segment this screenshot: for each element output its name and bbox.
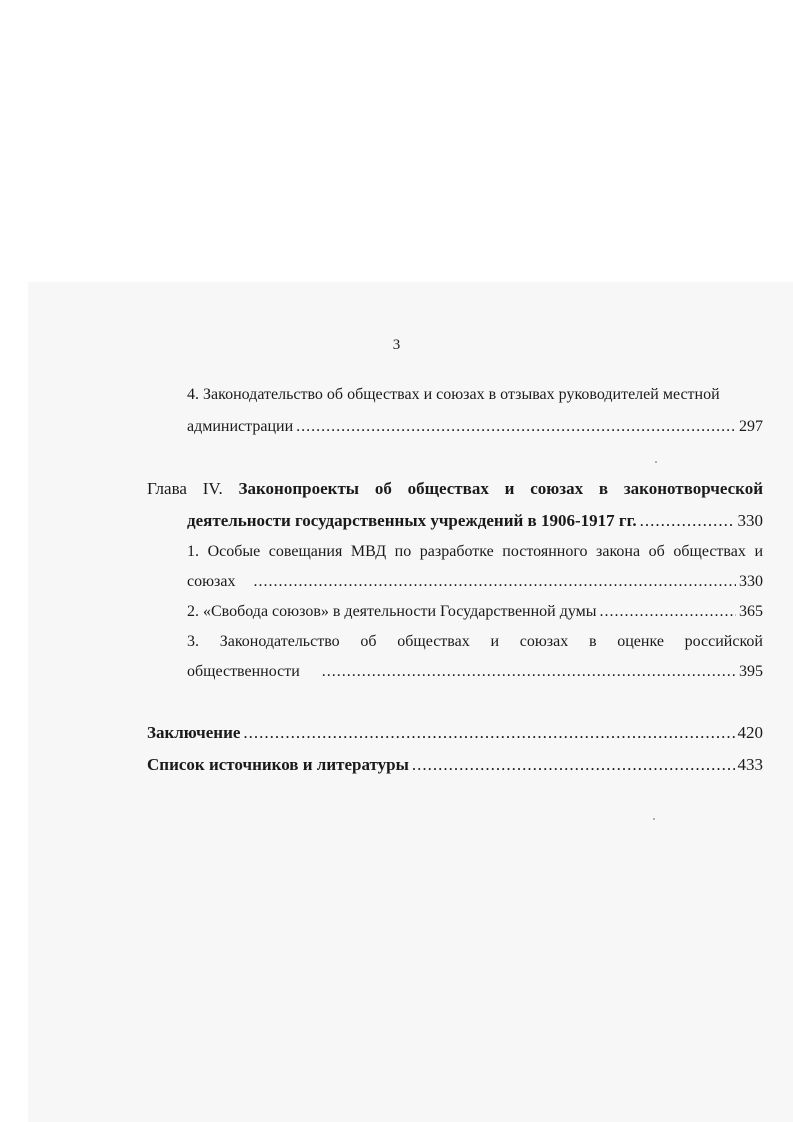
toc-item2	[187, 602, 763, 622]
toc-entry-title: Заключение	[147, 723, 241, 742]
toc-page-number: 330	[737, 511, 763, 530]
toc-page-number: 433	[737, 755, 763, 774]
scanned-page-area	[28, 282, 793, 1122]
toc-page-number: 365	[739, 603, 763, 620]
toc-entry-title: администрации	[187, 418, 294, 435]
leader-dots	[412, 755, 735, 775]
leader-dots	[296, 417, 736, 437]
leader-dots	[640, 511, 735, 531]
leader-dots	[600, 602, 736, 622]
toc-page-number: 420	[737, 723, 763, 742]
toc-item3-line1: 3. Законодательство об обществах и союзах в оценке российской	[187, 633, 763, 650]
toc-chapter4-line2	[187, 511, 763, 531]
toc-page-number: 297	[739, 418, 763, 435]
toc-item1-line2	[187, 572, 763, 592]
toc-chapter4-line1	[147, 479, 763, 499]
toc-item1-line1: 1. Особые совещания МВД по разработке постоянного закона об обществах и	[187, 543, 763, 560]
scan-speck	[653, 818, 655, 820]
toc-page-number: 330	[739, 573, 763, 590]
toc-sources	[147, 755, 763, 775]
toc-entry-title: 2. «Свобода союзов» в деятельности Государственной думы	[187, 603, 597, 620]
page-number: 3	[392, 337, 401, 353]
toc-entry-section4-line1: 4. Законодательство об обществах и союзах в отзывах руководителей местной	[187, 386, 720, 403]
toc-entry-title: Список источников и литературы	[147, 755, 409, 774]
toc-conclusion	[147, 723, 763, 743]
toc-entry-section4-line2	[187, 417, 763, 437]
chapter-title: Законопроекты об обществах и союзах в законотворческой	[238, 479, 763, 498]
chapter-title: деятельности государственных учреждений в 1906-1917 гг.	[187, 511, 637, 530]
leader-dots	[253, 572, 736, 592]
toc-entry-title: общественности	[187, 663, 300, 680]
scan-speck	[655, 461, 657, 463]
toc-item3-line2	[187, 662, 763, 682]
toc-page-number: 395	[739, 663, 763, 680]
leader-dots	[243, 723, 734, 743]
toc-entry-title: союзах	[187, 573, 236, 590]
chapter-label: Глава IV.	[147, 479, 223, 498]
leader-dots	[322, 662, 736, 682]
